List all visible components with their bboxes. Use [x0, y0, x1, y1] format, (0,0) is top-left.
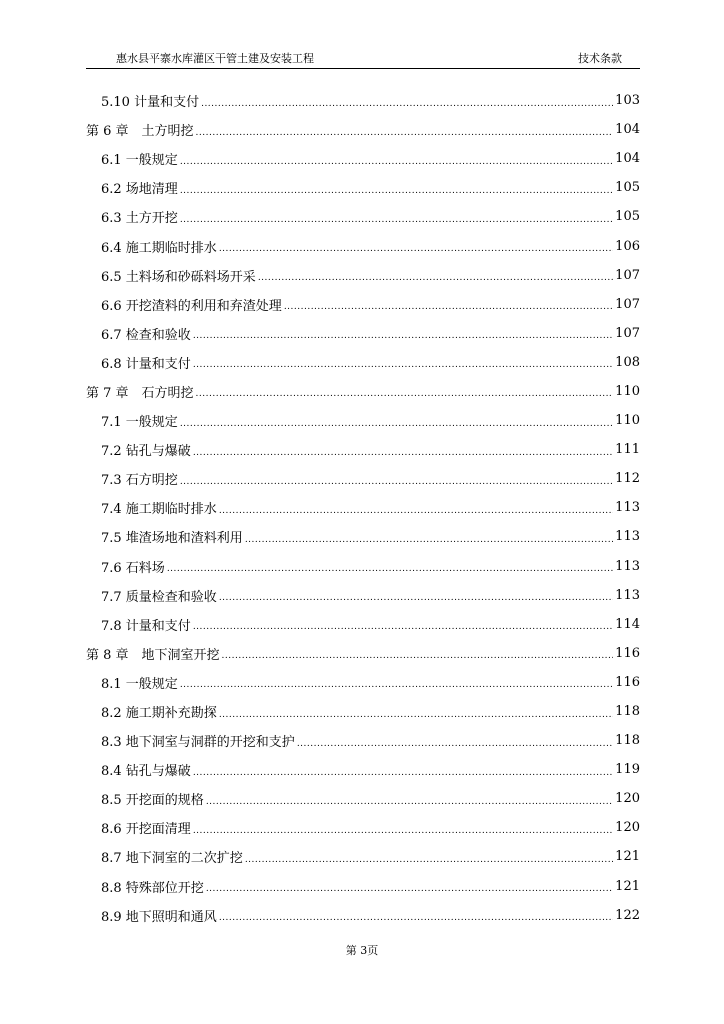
- toc-entry-page: 107: [615, 296, 640, 312]
- toc-dot-leader: [219, 506, 613, 516]
- toc-entry-page: 118: [615, 704, 640, 720]
- toc-entry-page: 105: [615, 209, 640, 225]
- toc-entry-title: 8.1 一般规定: [101, 676, 178, 692]
- toc-entry-title: 8.6 开挖面清理: [101, 822, 191, 838]
- toc-dot-leader: [193, 826, 613, 836]
- page-header: [86, 50, 640, 69]
- toc-section-entry[interactable]: [86, 231, 640, 260]
- toc-entry-title: 6.7 检查和验收: [101, 327, 191, 343]
- toc-section-entry[interactable]: [86, 435, 640, 464]
- toc-dot-leader: [222, 651, 614, 661]
- toc-dot-leader: [180, 215, 613, 225]
- toc-dot-leader: [219, 710, 613, 720]
- toc-entry-page: 105: [615, 180, 640, 196]
- header-section-title: 技术条款: [578, 52, 622, 65]
- toc-dot-leader: [206, 797, 613, 807]
- toc-section-entry[interactable]: [86, 813, 640, 842]
- toc-section-entry[interactable]: [86, 901, 640, 930]
- toc-section-entry[interactable]: [86, 552, 640, 581]
- toc-entry-page: 116: [615, 674, 640, 690]
- toc-entry-page: 111: [615, 442, 640, 458]
- header-project-title: 惠水县平寨水库灌区干管土建及安装工程: [116, 52, 314, 65]
- toc-dot-leader: [258, 273, 613, 283]
- toc-entry-page: 108: [615, 354, 640, 370]
- toc-entry-page: 121: [615, 878, 640, 894]
- toc-dot-leader: [245, 855, 613, 865]
- toc-entry-title: 8.9 地下照明和通风: [101, 909, 217, 925]
- toc-entry-page: 112: [615, 471, 640, 487]
- toc-dot-leader: [180, 157, 613, 167]
- toc-entry-title: 6.1 一般规定: [101, 153, 178, 169]
- toc-dot-leader: [201, 99, 613, 109]
- toc-dot-leader: [219, 244, 613, 254]
- toc-entry-title: 6.6 开挖渣料的利用和弃渣处理: [101, 298, 282, 314]
- toc-entry-page: 106: [615, 238, 640, 254]
- toc-entry-title: 第 8 章 地下洞室开挖: [86, 647, 220, 663]
- toc-entry-page: 104: [615, 151, 640, 167]
- toc-entry-page: 103: [615, 93, 640, 109]
- toc-dot-leader: [284, 302, 613, 312]
- toc-section-entry[interactable]: [86, 261, 640, 290]
- toc-entry-title: 6.8 计量和支付: [101, 356, 191, 372]
- toc-entry-title: 7.7 质量检查和验收: [101, 589, 217, 605]
- toc-dot-leader: [193, 331, 613, 341]
- toc-entry-title: 7.6 石料场: [101, 560, 165, 576]
- toc-dot-leader: [297, 739, 613, 749]
- toc-section-entry[interactable]: [86, 522, 640, 551]
- toc-entry-page: 113: [615, 558, 640, 574]
- toc-entry-title: 7.8 计量和支付: [101, 618, 191, 634]
- toc-entry-page: 120: [615, 820, 640, 836]
- toc-entry-page: 113: [615, 529, 640, 545]
- table-of-contents: [86, 86, 640, 930]
- toc-section-entry[interactable]: [86, 755, 640, 784]
- toc-section-entry[interactable]: [86, 842, 640, 871]
- toc-entry-page: 107: [615, 267, 640, 283]
- toc-dot-leader: [193, 360, 613, 370]
- toc-section-entry[interactable]: [86, 668, 640, 697]
- toc-section-entry[interactable]: [86, 406, 640, 435]
- toc-entry-page: 113: [615, 500, 640, 516]
- page-number: 第 3页: [345, 944, 379, 957]
- toc-entry-page: 113: [615, 587, 640, 603]
- toc-entry-page: 110: [615, 413, 640, 429]
- toc-entry-title: 7.3 石方明挖: [101, 473, 178, 489]
- toc-chapter-entry[interactable]: [86, 115, 640, 144]
- toc-section-entry[interactable]: [86, 464, 640, 493]
- toc-section-entry[interactable]: [86, 784, 640, 813]
- toc-entry-page: 104: [615, 122, 640, 138]
- toc-entry-title: 8.5 开挖面的规格: [101, 793, 204, 809]
- toc-entry-title: 7.1 一般规定: [101, 415, 178, 431]
- toc-entry-page: 119: [615, 762, 640, 778]
- toc-dot-leader: [180, 477, 613, 487]
- toc-dot-leader: [196, 389, 614, 399]
- toc-section-entry[interactable]: [86, 86, 640, 115]
- toc-entry-title: 6.2 场地清理: [101, 182, 178, 198]
- toc-section-entry[interactable]: [86, 202, 640, 231]
- toc-chapter-entry[interactable]: [86, 639, 640, 668]
- toc-section-entry[interactable]: [86, 610, 640, 639]
- toc-dot-leader: [206, 884, 613, 894]
- toc-entry-page: 107: [615, 325, 640, 341]
- toc-entry-page: 116: [615, 645, 640, 661]
- toc-entry-title: 8.2 施工期补充勘探: [101, 706, 217, 722]
- toc-section-entry[interactable]: [86, 319, 640, 348]
- toc-entry-page: 110: [615, 383, 640, 399]
- toc-dot-leader: [193, 622, 613, 632]
- toc-entry-title: 6.4 施工期临时排水: [101, 240, 217, 256]
- toc-entry-title: 8.3 地下洞室与洞群的开挖和支护: [101, 735, 295, 751]
- toc-entry-title: 5.10 计量和支付: [101, 95, 200, 111]
- toc-section-entry[interactable]: [86, 697, 640, 726]
- toc-entry-title: 第 7 章 石方明挖: [86, 385, 194, 401]
- toc-entry-title: 7.2 钻孔与爆破: [101, 444, 191, 460]
- toc-dot-leader: [196, 128, 614, 138]
- toc-entry-page: 118: [615, 733, 640, 749]
- toc-entry-title: 6.3 土方开挖: [101, 211, 178, 227]
- toc-entry-title: 第 6 章 土方明挖: [86, 124, 194, 140]
- toc-dot-leader: [219, 913, 613, 923]
- toc-entry-title: 7.5 堆渣场地和渣料利用: [101, 531, 243, 547]
- toc-entry-page: 121: [615, 849, 640, 865]
- toc-section-entry[interactable]: [86, 144, 640, 173]
- toc-section-entry[interactable]: [86, 872, 640, 901]
- toc-section-entry[interactable]: [86, 581, 640, 610]
- toc-dot-leader: [180, 186, 613, 196]
- toc-dot-leader: [245, 535, 613, 545]
- toc-section-entry[interactable]: [86, 493, 640, 522]
- toc-dot-leader: [180, 419, 613, 429]
- toc-dot-leader: [167, 564, 613, 574]
- toc-entry-title: 8.8 特殊部位开挖: [101, 880, 204, 896]
- toc-entry-page: 122: [615, 907, 640, 923]
- toc-section-entry[interactable]: [86, 173, 640, 202]
- toc-entry-title: 8.7 地下洞室的二次扩挖: [101, 851, 243, 867]
- toc-dot-leader: [180, 680, 613, 690]
- toc-entry-page: 120: [615, 791, 640, 807]
- toc-entry-title: 6.5 土料场和砂砾料场开采: [101, 269, 256, 285]
- toc-entry-title: 8.4 钻孔与爆破: [101, 764, 191, 780]
- toc-dot-leader: [193, 768, 613, 778]
- toc-entry-page: 114: [615, 616, 640, 632]
- toc-chapter-entry[interactable]: [86, 377, 640, 406]
- toc-section-entry[interactable]: [86, 290, 640, 319]
- toc-entry-title: 7.4 施工期临时排水: [101, 502, 217, 518]
- toc-section-entry[interactable]: [86, 348, 640, 377]
- toc-dot-leader: [219, 593, 613, 603]
- toc-dot-leader: [193, 448, 613, 458]
- toc-section-entry[interactable]: [86, 726, 640, 755]
